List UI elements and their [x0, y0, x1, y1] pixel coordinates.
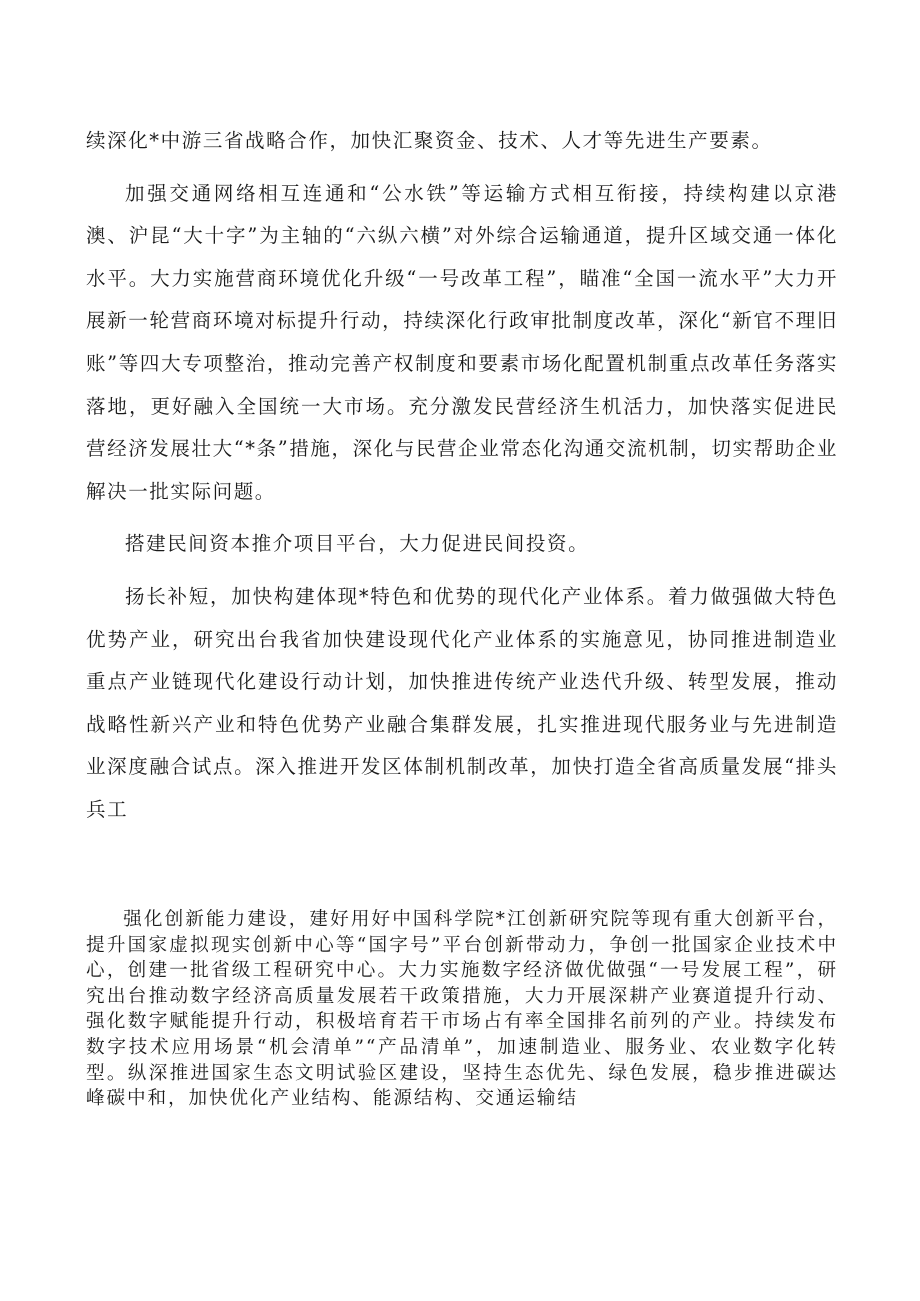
- paragraph-continuation: 续深化*中游三省战略合作，加快汇聚资金、技术、人才等先进生产要素。: [86, 129, 773, 152]
- paragraph-private-investment: 搭建民间资本推介项目平台，大力促进民间投资。: [125, 532, 590, 556]
- body-text-section-small: [86, 907, 838, 1112]
- body-text-section-large: [86, 120, 838, 842]
- paragraph-industrial-system: 扬长补短，加快构建体现*特色和优势的现代化产业体系。着力做强做大特色优势产业，研究出台我省加快建设现代化产业体系的实施意见，协同推进制造业重点产业链现代化建设行动计划，加快推进传统产业迭代升级、转型发展，推动战略性新兴产业和特色优势产业融合集群发展，扎实推进现代服务业与先进制造业深度融合试点。深入推进开发区体制机制改革，加快打造全省高质量发展“排头兵工: [86, 584, 838, 821]
- paragraph-innovation-digital-economy: 强化创新能力建设，建好用好中国科学院*江创新研究院等现有重大创新平台，提升国家虚拟现实创新中心等“国字号”平台创新带动力，争创一批国家企业技术中心，创建一批省级工程研究中心。大力实施数字经济做优做强“一号发展工程”，研究出台推动数字经济高质量发展若干政策措施，大力开展深耕产业赛道提升行动、强化数字赋能提升行动，积极培育若干市场占有率全国排名前列的产业。持续发布数字技术应用场景“机会清单”“产品清单”，加速制造业、服务业、农业数字化转型。纵深推进国家生态文明试验区建设，坚持生态优先、绿色发展，稳步推进碳达峰碳中和，加快优化产业结构、能源结构、交通运输结: [86, 909, 838, 1110]
- paragraph-transport-business-environment: 加强交通网络相互连通和“公水铁”等运输方式相互衔接，持续构建以京港澳、沪昆“大十字”为主轴的“六纵六横”对外综合运输通道，提升区域交通一体化水平。大力实施营商环境优化升级“一号改革工程”，瞄准“全国一流水平”大力开展新一轮营商环境对标提升行动，持续深化行政审批制度改革，深化“新官不理旧账”等四大专项整治，推动完善产权制度和要素市场化配置机制重点改革任务落实落地，更好融入全国统一大市场。充分激发民营经济生机活力，加快落实促进民营经济发展壮大“*条”措施，深化与民营企业常态化沟通交流机制，切实帮助企业解决一批实际问题。: [86, 181, 838, 503]
